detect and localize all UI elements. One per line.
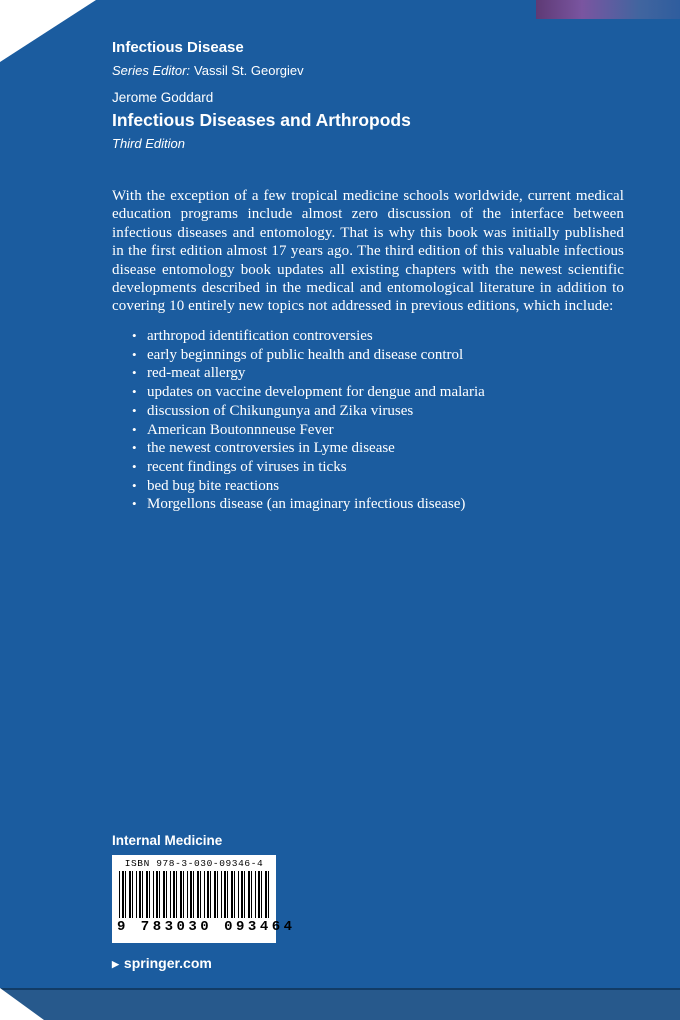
barcode-icon (119, 871, 269, 918)
list-item: • Morgellons disease (an imaginary infectious disease) (130, 495, 610, 514)
category-label: Internal Medicine (112, 833, 223, 848)
edition-label: Third Edition (112, 136, 185, 151)
book-title: Infectious Diseases and Arthropods (112, 110, 411, 130)
back-cover-blurb: With the exception of a few tropical medicine schools worldwide, current medical education programs include almost zero discussion of the interface between infectious diseases and entomology. That is why this book was initially published in the first edition almost 17 years ago. The third edition of this valuable infectious disease entomology book updates all existing chapters with the newest scientific developments described in the medical and entomological literature in addition to covering 10 entirely new topics not addressed in previous editions, which include: (112, 188, 624, 315)
series-editor-line (112, 63, 304, 78)
arrow-right-icon: ▶ (112, 958, 119, 969)
series-title: Infectious Disease (112, 39, 244, 56)
bottom-band (0, 988, 680, 1020)
website-url: springer.com (123, 955, 212, 971)
page-corner-top-left (0, 0, 96, 62)
isbn-barcode-box (112, 855, 296, 943)
list-item: • recent findings of viruses in ticks (130, 458, 610, 477)
author-name: Jerome Goddard (112, 90, 214, 105)
publisher-website (112, 955, 212, 971)
list-item: • arthropod identification controversies (130, 327, 610, 346)
series-editor-name: Vassil St. Georgiev (194, 63, 304, 78)
isbn-label: ISBN 978-3-030-09346-4 (124, 858, 264, 869)
series-editor-label: Series Editor: (112, 63, 191, 78)
list-item: • the newest controversies in Lyme disease (130, 439, 610, 458)
list-item: • updates on vaccine development for dengue and malaria (130, 383, 610, 402)
list-item: • early beginnings of public health and disease control (130, 346, 610, 365)
isbn-number: 9 783030 093464 (117, 919, 296, 935)
list-item: • American Boutonnneuse Fever (130, 421, 610, 440)
list-item: • discussion of Chikungunya and Zika viruses (130, 402, 610, 421)
topics-bullet-list (130, 327, 610, 514)
list-item: • bed bug bite reactions (130, 477, 610, 496)
list-item: • red-meat allergy (130, 364, 610, 383)
top-accent-bar (536, 0, 680, 19)
